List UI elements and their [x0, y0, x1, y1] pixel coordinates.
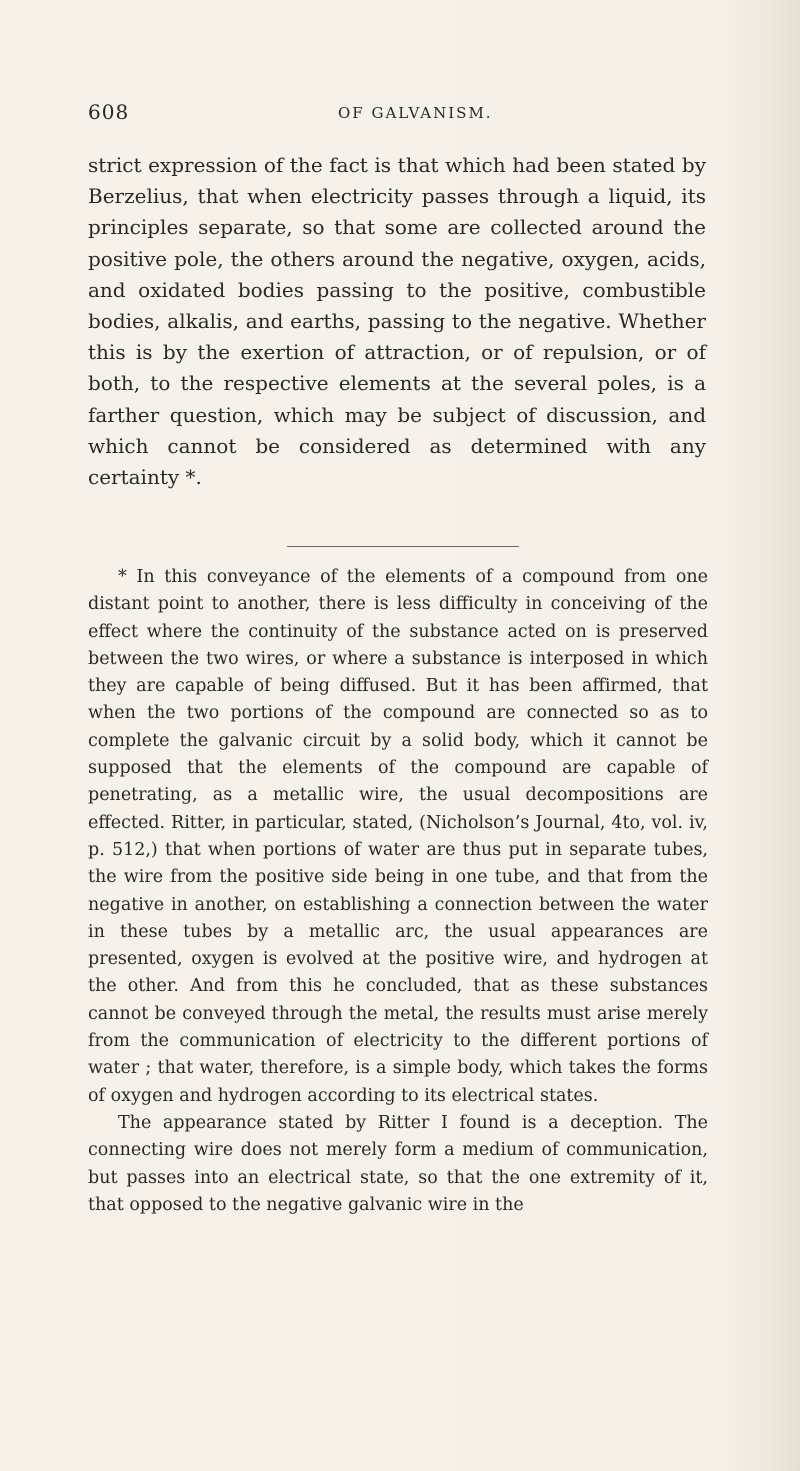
footnote-divider: [287, 546, 519, 547]
page-header: [88, 100, 708, 126]
footnote: [88, 564, 708, 1219]
main-paragraph: strict expression of the fact is that which had been stated by Berzelius, that when electricity passes through a liquid, its principles separate, so that some are collected around the positive pole, the others around the negative, oxygen, acids, and oxidated bodies passing to the positive, combustible bodies, alkalis, and earths, passing to the negative. Whether this is by the exertion of attraction, or of repulsion, or of both, to the respective elements at the several poles, is a farther question, which may be subject of discussion, and which cannot be considered as determined with any certainty *.: [88, 153, 706, 490]
running-head: OF GALVANISM.: [338, 104, 493, 122]
page-number: 608: [88, 100, 130, 124]
footnote-paragraph-1: * In this conveyance of the elements of a compound from one distant point to another, there is less difficulty in conceiving of the effect where the continuity of the substance acted on is preserved between the two wires, or where a substance is interposed in which they are capable of being diffused. But it has been affirmed, that when the two portions of the compound are connected so as to complete the galvanic circuit by a solid body, which it cannot be supposed that the elements of the compound are capable of penetrating, as a metallic wire, the usual decompositions are effected. Ritter, in particular, stated, (Nicholson’s Journal, 4to, vol. iv, p. 512,) that when portions of water are thus put in separate tubes, the wire from the positive side being in one tube, and that from the negative in another, on establishing a connection between the water in these tubes by a metallic arc, the usual appearances are presented, oxygen is evolved at the positive wire, and hydrogen at the other. And from this he concluded, that as these substances cannot be conveyed through the metal, the results must arise merely from the communication of electricity to the different portions of water ; that water, therefore, is a simple body, which takes the forms of oxygen and hydrogen according to its electrical states.: [88, 567, 708, 1106]
footnote-paragraph-2: The appearance stated by Ritter I found is a deception. The connecting wire does not merely form a medium of communication, but passes into an electrical state, so that the one extremity of it, that opposed to the negative galvanic wire in the: [88, 1112, 708, 1215]
